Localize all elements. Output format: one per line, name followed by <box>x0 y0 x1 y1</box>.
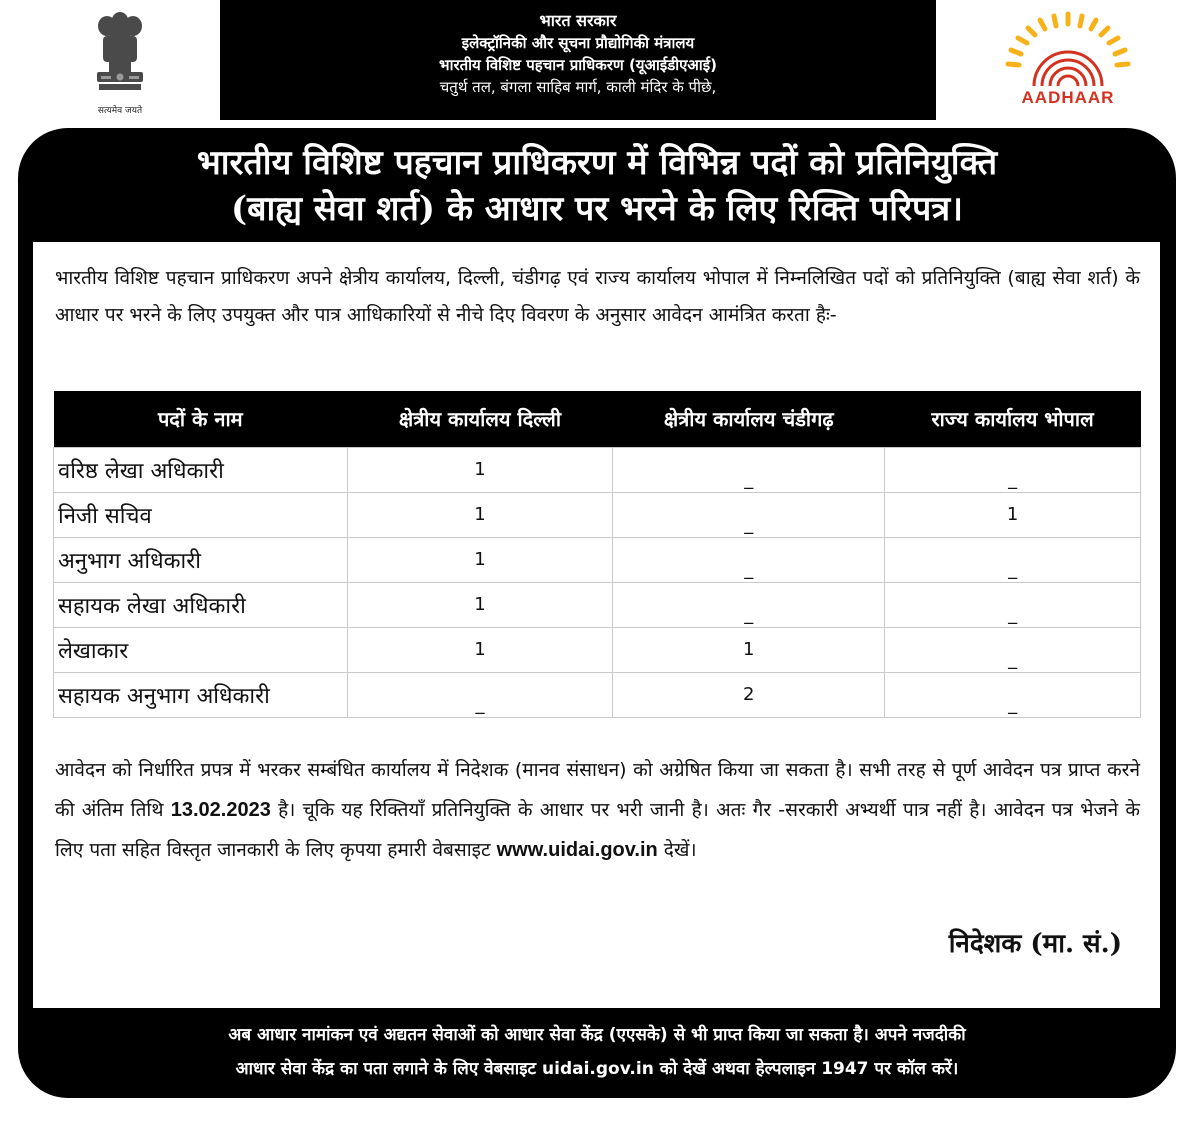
table-row <box>54 672 1141 717</box>
chandigarh-count: _ <box>613 447 885 492</box>
header-banner <box>220 0 936 120</box>
website-link[interactable]: www.uidai.gov.in <box>496 839 658 861</box>
chandigarh-count: 1 <box>613 627 885 672</box>
header-line-3: भारतीय विशिष्ट पहचान प्राधिकरण (यूआईडीएआई) <box>439 56 717 74</box>
footer-note <box>58 1018 1136 1086</box>
table-row <box>54 582 1141 627</box>
delhi-count: 1 <box>347 537 613 582</box>
bhopal-count: _ <box>885 672 1141 717</box>
header-chandigarh: क्षेत्रीय कार्यालय चंडीगढ़ <box>613 391 885 447</box>
post-name: अनुभाग अधिकारी <box>54 537 348 582</box>
header-delhi: क्षेत्रीय कार्यालय दिल्ली <box>347 391 613 447</box>
bhopal-count: 1 <box>885 492 1141 537</box>
notice-body-panel <box>33 242 1160 1008</box>
notice-title-line-2: (बाह्य सेवा शर्त) के आधार पर भरने के लिए रिक्ति परिपत्र। <box>231 189 963 229</box>
application-details-paragraph <box>55 750 1140 870</box>
vacancy-table <box>53 391 1141 718</box>
delhi-count: 1 <box>347 627 613 672</box>
post-name: वरिष्ठ लेखा अधिकारी <box>54 447 348 492</box>
notice-title <box>38 140 1156 232</box>
header-post-name: पदों के नाम <box>54 391 348 447</box>
header-bhopal: राज्य कार्यालय भोपाल <box>885 391 1141 447</box>
aadhaar-logo <box>1000 10 1136 110</box>
details-text-part-3: देखें। <box>657 839 697 861</box>
details-text-part-1: आवेदन को निर्धारित प्रपत्र में भरकर सम्बंधित कार्यालय में निदेशक (मानव संसाधन) को अग्रेषित किया जा सकता है। सभी तरह से पूर्ण आवेदन पत्र प्राप्त करने की अंतिम तिथि <box>55 759 1140 821</box>
chandigarh-count: _ <box>613 537 885 582</box>
table-row <box>54 627 1141 672</box>
bhopal-count: _ <box>885 582 1141 627</box>
header-line-1: भारत सरकार <box>539 11 617 30</box>
intro-paragraph: भारतीय विशिष्ट पहचान प्राधिकरण अपने क्षेत्रीय कार्यालय, दिल्ली, चंडीगढ़ एवं राज्य कार्यालय भोपाल में निम्नलिखित पदों को प्रतिनियुक्ति (बाह्य सेवा शर्त) के आधार पर भरने के लिए उपयुक्त और पात्र आधिकारियों से नीचे दिए विवरण के अनुसार आवेदन आमंत्रित करता हैः- <box>55 267 1140 326</box>
bhopal-count: _ <box>885 537 1141 582</box>
chandigarh-count: 2 <box>613 672 885 717</box>
chandigarh-count: _ <box>613 492 885 537</box>
header-line-4: चतुर्थ तल, बंगला साहिब मार्ग, काली मंदिर के पीछे, <box>439 78 717 96</box>
last-date: 13.02.2023 <box>170 799 271 821</box>
national-emblem <box>70 10 170 118</box>
notice-frame <box>18 128 1176 1098</box>
emblem-motto: सत्यमेव जयते <box>97 106 143 116</box>
post-name: सहायक लेखा अधिकारी <box>54 582 348 627</box>
table-header-row <box>54 391 1141 447</box>
table-row <box>54 537 1141 582</box>
aadhaar-sun-fingerprint-icon <box>1000 10 1136 90</box>
post-name: लेखाकार <box>54 627 348 672</box>
bhopal-count: _ <box>885 447 1141 492</box>
table-row <box>54 447 1141 492</box>
delhi-count: 1 <box>347 447 613 492</box>
header-line-2: इलेक्ट्रॉनिकी और सूचना प्रौद्योगिकी मंत्रालय <box>461 34 695 52</box>
delhi-count: 1 <box>347 492 613 537</box>
footer-line-2: आधार सेवा केंद्र का पता लगाने के लिए वेबसाइट uidai.gov.in को देखें अथवा हेल्पलाइन 1947 पर कॉल करें। <box>235 1059 959 1079</box>
bhopal-count: _ <box>885 627 1141 672</box>
details-text-part-2: है। चूकि यह रिक्तियाँ प्रतिनियुक्ति के आधार पर भरी जानी है। अतः गैर -सरकारी अभ्यर्थी पात्र नहीं है। आवेदन पत्र भेजने के लिए पता सहित विस्तृत जानकारी के लिए कृपया हमारी वेबसाइट <box>55 799 1141 861</box>
post-name: सहायक अनुभाग अधिकारी <box>54 672 348 717</box>
footer-line-1: अब आधार नामांकन एवं अद्यतन सेवाओं को आधार सेवा केंद्र (एएसके) से भी प्राप्त किया जा सकता है। अपने नजदीकी <box>228 1025 966 1045</box>
notice-title-line-1: भारतीय विशिष्ट पहचान प्राधिकरण में विभिन्न पदों को प्रतिनियुक्ति <box>196 143 998 183</box>
aadhaar-logo-text: AADHAAR <box>1021 88 1115 107</box>
chandigarh-count: _ <box>613 582 885 627</box>
table-row <box>54 492 1141 537</box>
post-name: निजी सचिव <box>54 492 348 537</box>
ashoka-lion-emblem-icon <box>89 10 151 102</box>
signature-designation: निदेशक (मा. सं.) <box>948 929 1122 959</box>
delhi-count: _ <box>347 672 613 717</box>
delhi-count: 1 <box>347 582 613 627</box>
